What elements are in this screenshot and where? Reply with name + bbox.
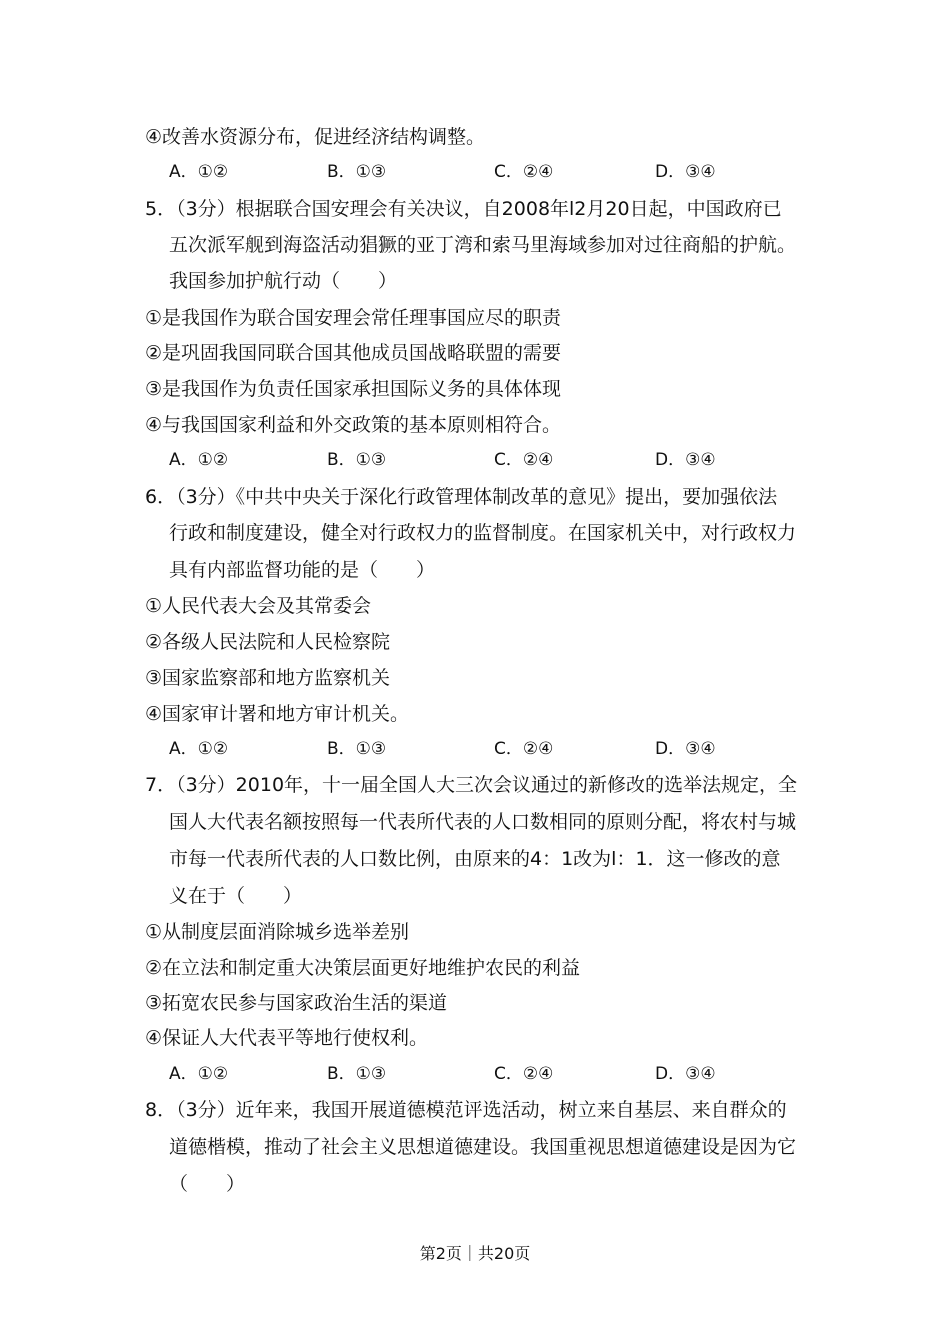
q4-option-d: D．③④: [655, 162, 716, 182]
q6-item-1: ①人民代表大会及其常委会: [145, 595, 372, 617]
q4-option-c: C．②④: [494, 162, 554, 182]
q6-stem-line-1: 6．（3分）《中共中央关于深化行政管理体制改革的意见》提出，要加强依法: [145, 486, 778, 508]
q7-item-4: ④保证人大代表平等地行使权利。: [145, 1027, 429, 1049]
q7-option-c: C．②④: [494, 1064, 554, 1084]
q5-option-b: B．①③: [327, 450, 387, 470]
q6-item-3: ③国家监察部和地方监察机关: [145, 667, 391, 689]
q8-stem-line-2: 道德楷模，推动了社会主义思想道德建设。我国重视思想道德建设是因为它: [169, 1136, 797, 1158]
q5-option-c: C．②④: [494, 450, 554, 470]
q4-option-a: A．①②: [169, 162, 229, 182]
q5-item-3: ③是我国作为负责任国家承担国际义务的具体体现: [145, 378, 562, 400]
q6-stem-line-2: 行政和制度建设，健全对行政权力的监督制度。在国家机关中，对行政权力: [169, 522, 797, 544]
q7-stem-line-3: 市每一代表所代表的人口数比例，由原来的4：1改为l：1．这一修改的意: [169, 848, 781, 870]
q6-option-a: A．①②: [169, 739, 229, 759]
q7-item-3: ③拓宽农民参与国家政治生活的渠道: [145, 992, 448, 1014]
q5-option-a: A．①②: [169, 450, 229, 470]
q6-stem-line-3: 具有内部监督功能的是（ ）: [169, 559, 436, 581]
q5-stem-line-2: 五次派军舰到海盗活动猖獗的亚丁湾和索马里海域参加对过往商船的护航。: [169, 234, 797, 256]
q5-item-1: ①是我国作为联合国安理会常任理事国应尽的职责: [145, 307, 562, 329]
q5-option-d: D．③④: [655, 450, 716, 470]
q6-item-4: ④国家审计署和地方审计机关。: [145, 703, 410, 725]
q6-option-b: B．①③: [327, 739, 387, 759]
q7-option-a: A．①②: [169, 1064, 229, 1084]
q6-option-d: D．③④: [655, 739, 716, 759]
q7-item-1: ①从制度层面消除城乡选举差别: [145, 921, 410, 943]
q7-option-b: B．①③: [327, 1064, 387, 1084]
q7-stem-line-2: 国人大代表名额按照每一代表所代表的人口数相同的原则分配，将农村与城: [169, 811, 797, 833]
q8-stem-line-1: 8．（3分）近年来，我国开展道德模范评选活动，树立来自基层、来自群众的: [145, 1099, 787, 1121]
page-footer: 第2页｜共20页: [419, 1244, 531, 1263]
q7-stem-line-4: 义在于（ ）: [169, 885, 303, 907]
q5-stem-line-3: 我国参加护航行动（ ）: [169, 270, 398, 292]
q4-item-4: ④改善水资源分布，促进经济结构调整。: [145, 126, 486, 148]
q5-item-2: ②是巩固我国同联合国其他成员国战略联盟的需要: [145, 342, 562, 364]
q5-stem-line-1: 5．（3分）根据联合国安理会有关决议，自2008年l2月20日起，中国政府已: [145, 198, 782, 220]
q4-option-b: B．①③: [327, 162, 387, 182]
q7-stem-line-1: 7．（3分）2010年，十一届全国人大三次会议通过的新修改的选举法规定，全: [145, 774, 798, 796]
q8-stem-line-3: （ ）: [169, 1173, 246, 1195]
q5-item-4: ④与我国国家利益和外交政策的基本原则相符合。: [145, 414, 562, 436]
q6-option-c: C．②④: [494, 739, 554, 759]
q7-option-d: D．③④: [655, 1064, 716, 1084]
q6-item-2: ②各级人民法院和人民检察院: [145, 631, 391, 653]
q7-item-2: ②在立法和制定重大决策层面更好地维护农民的利益: [145, 957, 581, 979]
